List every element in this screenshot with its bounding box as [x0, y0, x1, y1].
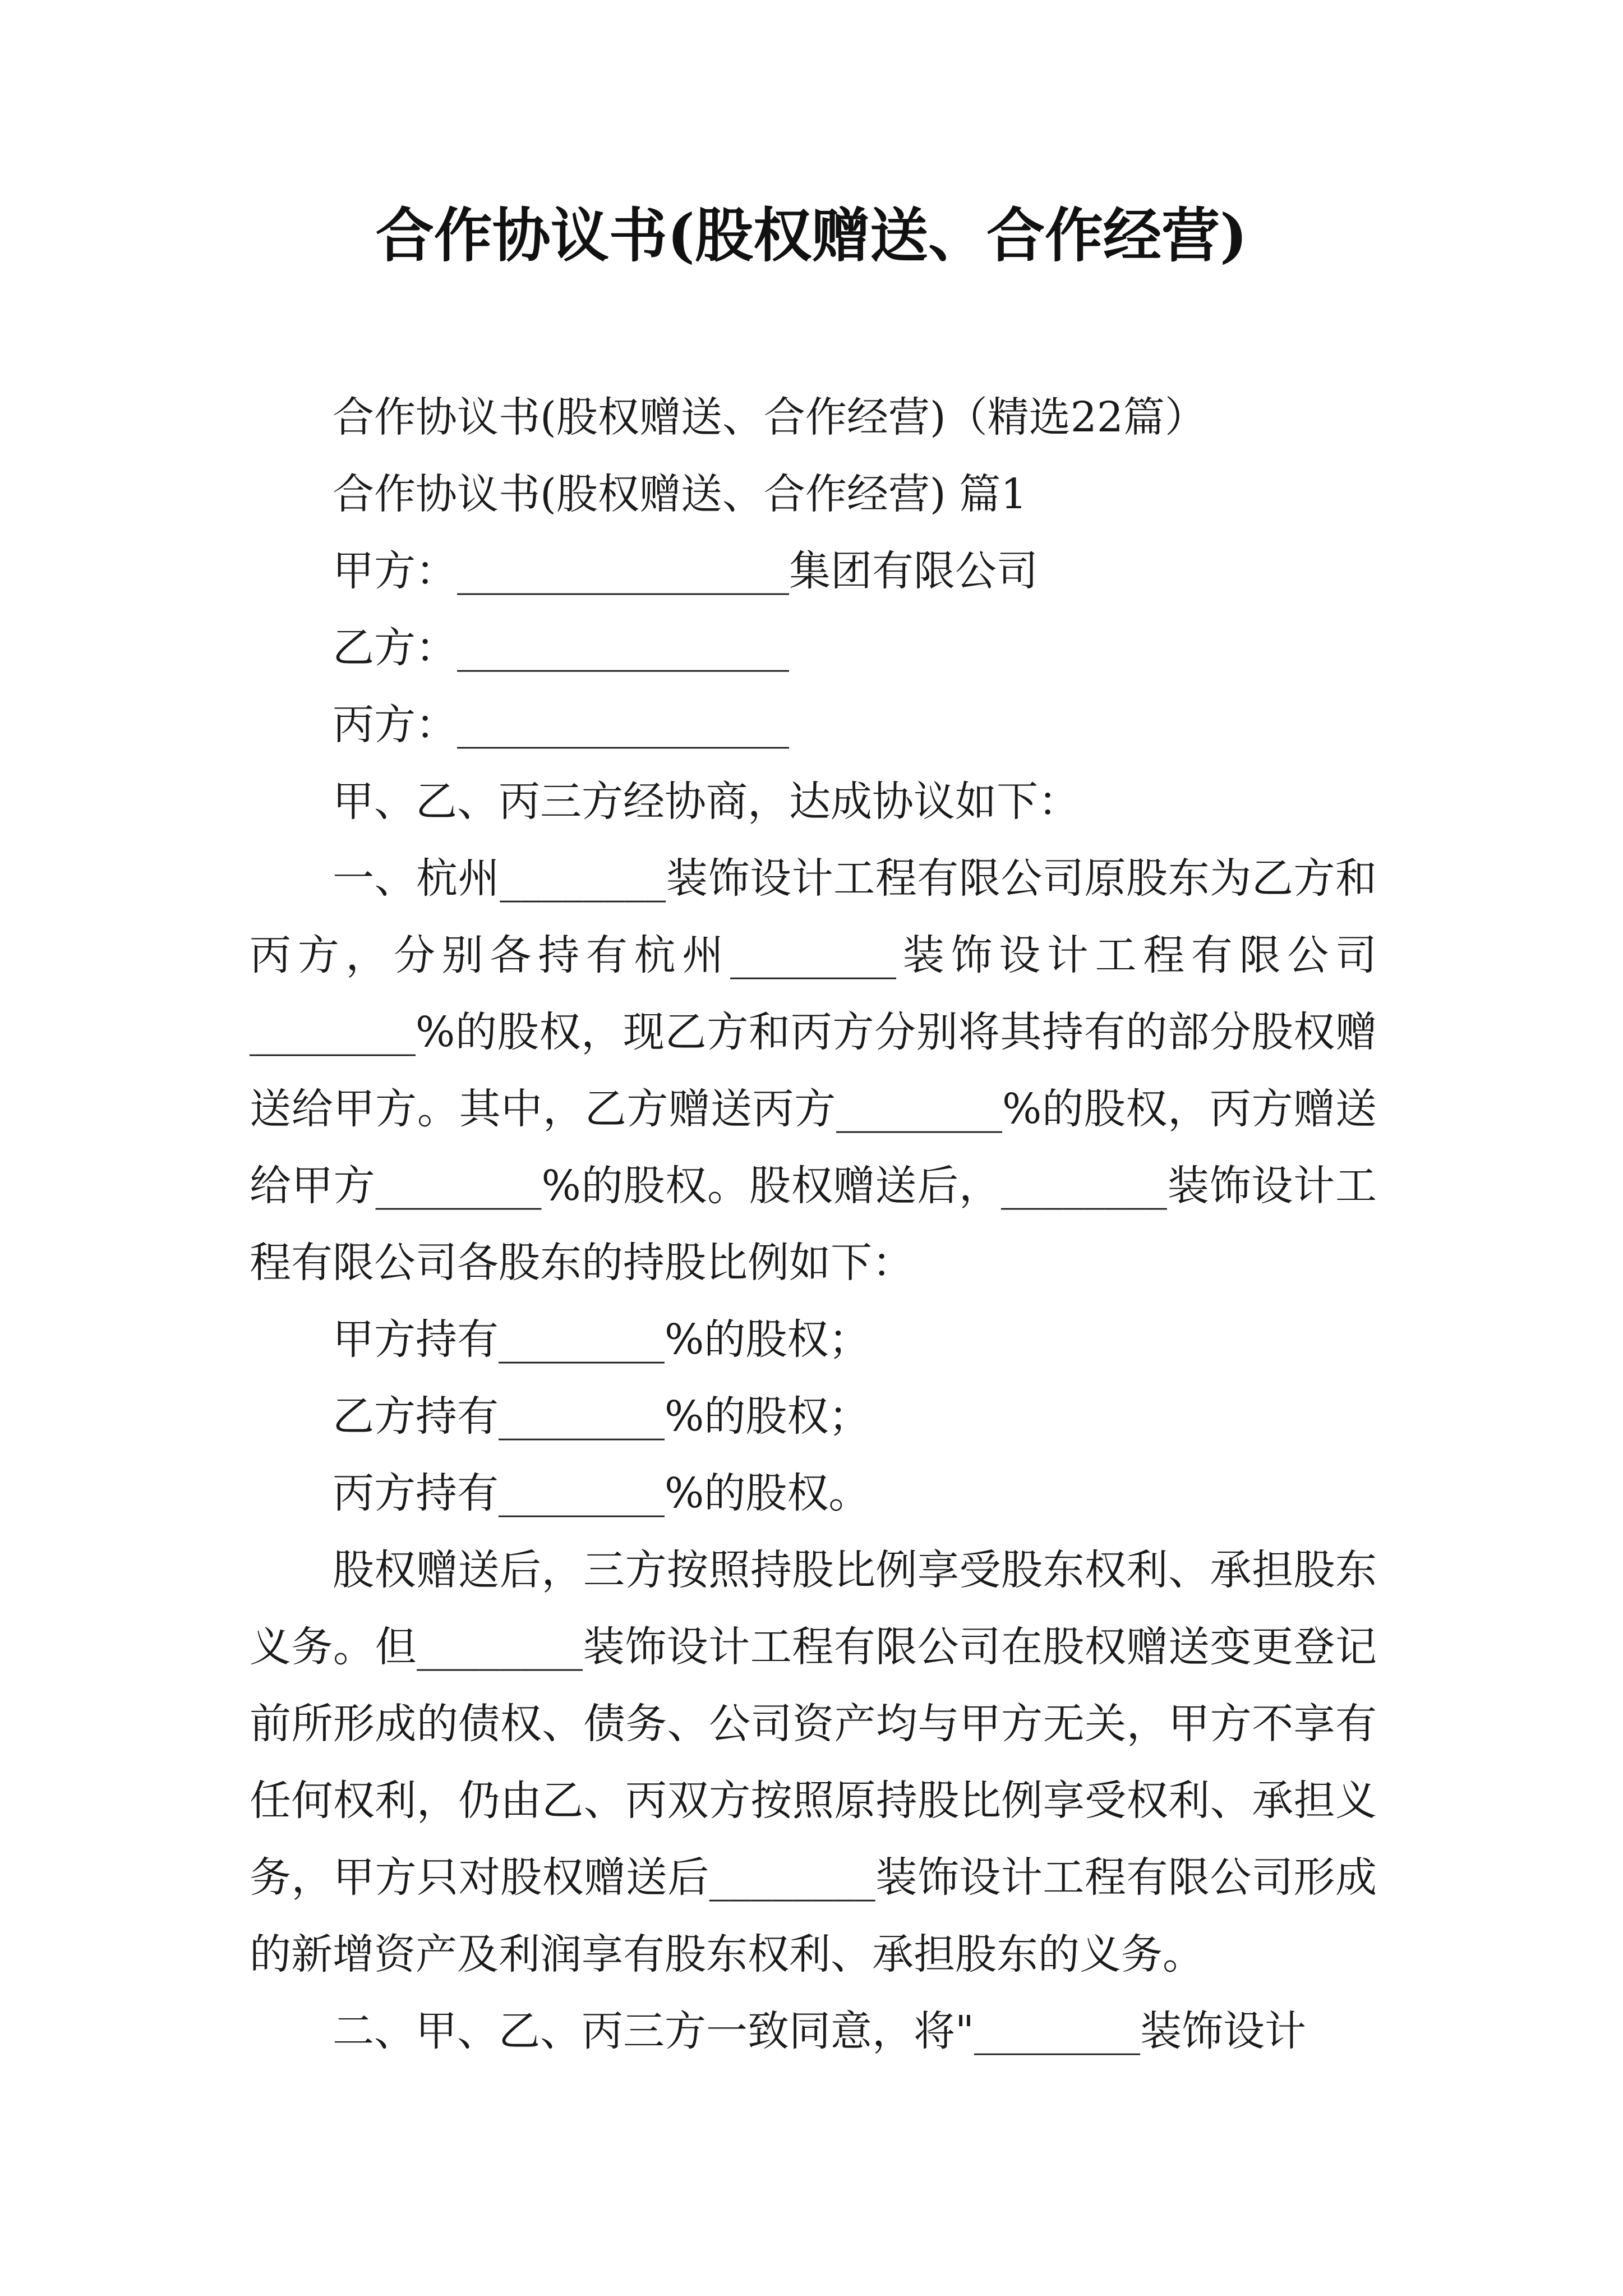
paragraph-agreement-intro: 甲、乙、丙三方经协商，达成协议如下： — [333, 777, 1080, 826]
paragraph-party-a-share: 甲方持有________%的股权； — [333, 1315, 870, 1364]
paragraph-party-b-share: 乙方持有________%的股权； — [333, 1392, 870, 1441]
document-body — [250, 379, 1377, 2070]
paragraph-party-c: 丙方：________________ — [333, 701, 789, 749]
paragraph-clause-2: 二、甲、乙、丙三方一致同意，将"________装饰设计 — [333, 2007, 1307, 2055]
paragraph-party-c-share: 丙方持有________%的股权。 — [333, 1469, 870, 1517]
paragraph-party-b: 乙方：________________ — [333, 624, 789, 672]
paragraph-rights-obligations: 股权赠送后，三方按照持股比例享受股东权利、承担股东义务。但________装饰设计工程有限公司在股权赠送变更登记前所形成的债权、债务、公司资产均与甲方无关，甲方不享有任何权利，仍由乙、丙双方按照原持股比例享受权利、承担义务，甲方只对股权赠送后________装饰设计工程有限公司形成的新增资产及利润享有股东权利、承担股东的义务。 — [250, 1546, 1377, 1978]
paragraph-clause-1: 一、杭州________装饰设计工程有限公司原股东为乙方和丙方，分别各持有杭州________装饰设计工程有限公司________%的股权，现乙方和丙方分别将其持有的部分股权赠送给甲方。其中，乙方赠送丙方________%的股权，丙方赠送给甲方________%的股权。股权赠送后，________装饰设计工程有限公司各股东的持股比例如下： — [250, 854, 1377, 1287]
paragraph-section-heading: 合作协议书(股权赠送、合作经营) 篇1 — [333, 470, 1027, 518]
paragraph-party-a: 甲方：________________集团有限公司 — [333, 547, 1038, 595]
paragraph-subtitle: 合作协议书(股权赠送、合作经营)（精选22篇） — [333, 393, 1206, 441]
document-title: 合作协议书(股权赠送、合作经营) — [375, 201, 1248, 270]
